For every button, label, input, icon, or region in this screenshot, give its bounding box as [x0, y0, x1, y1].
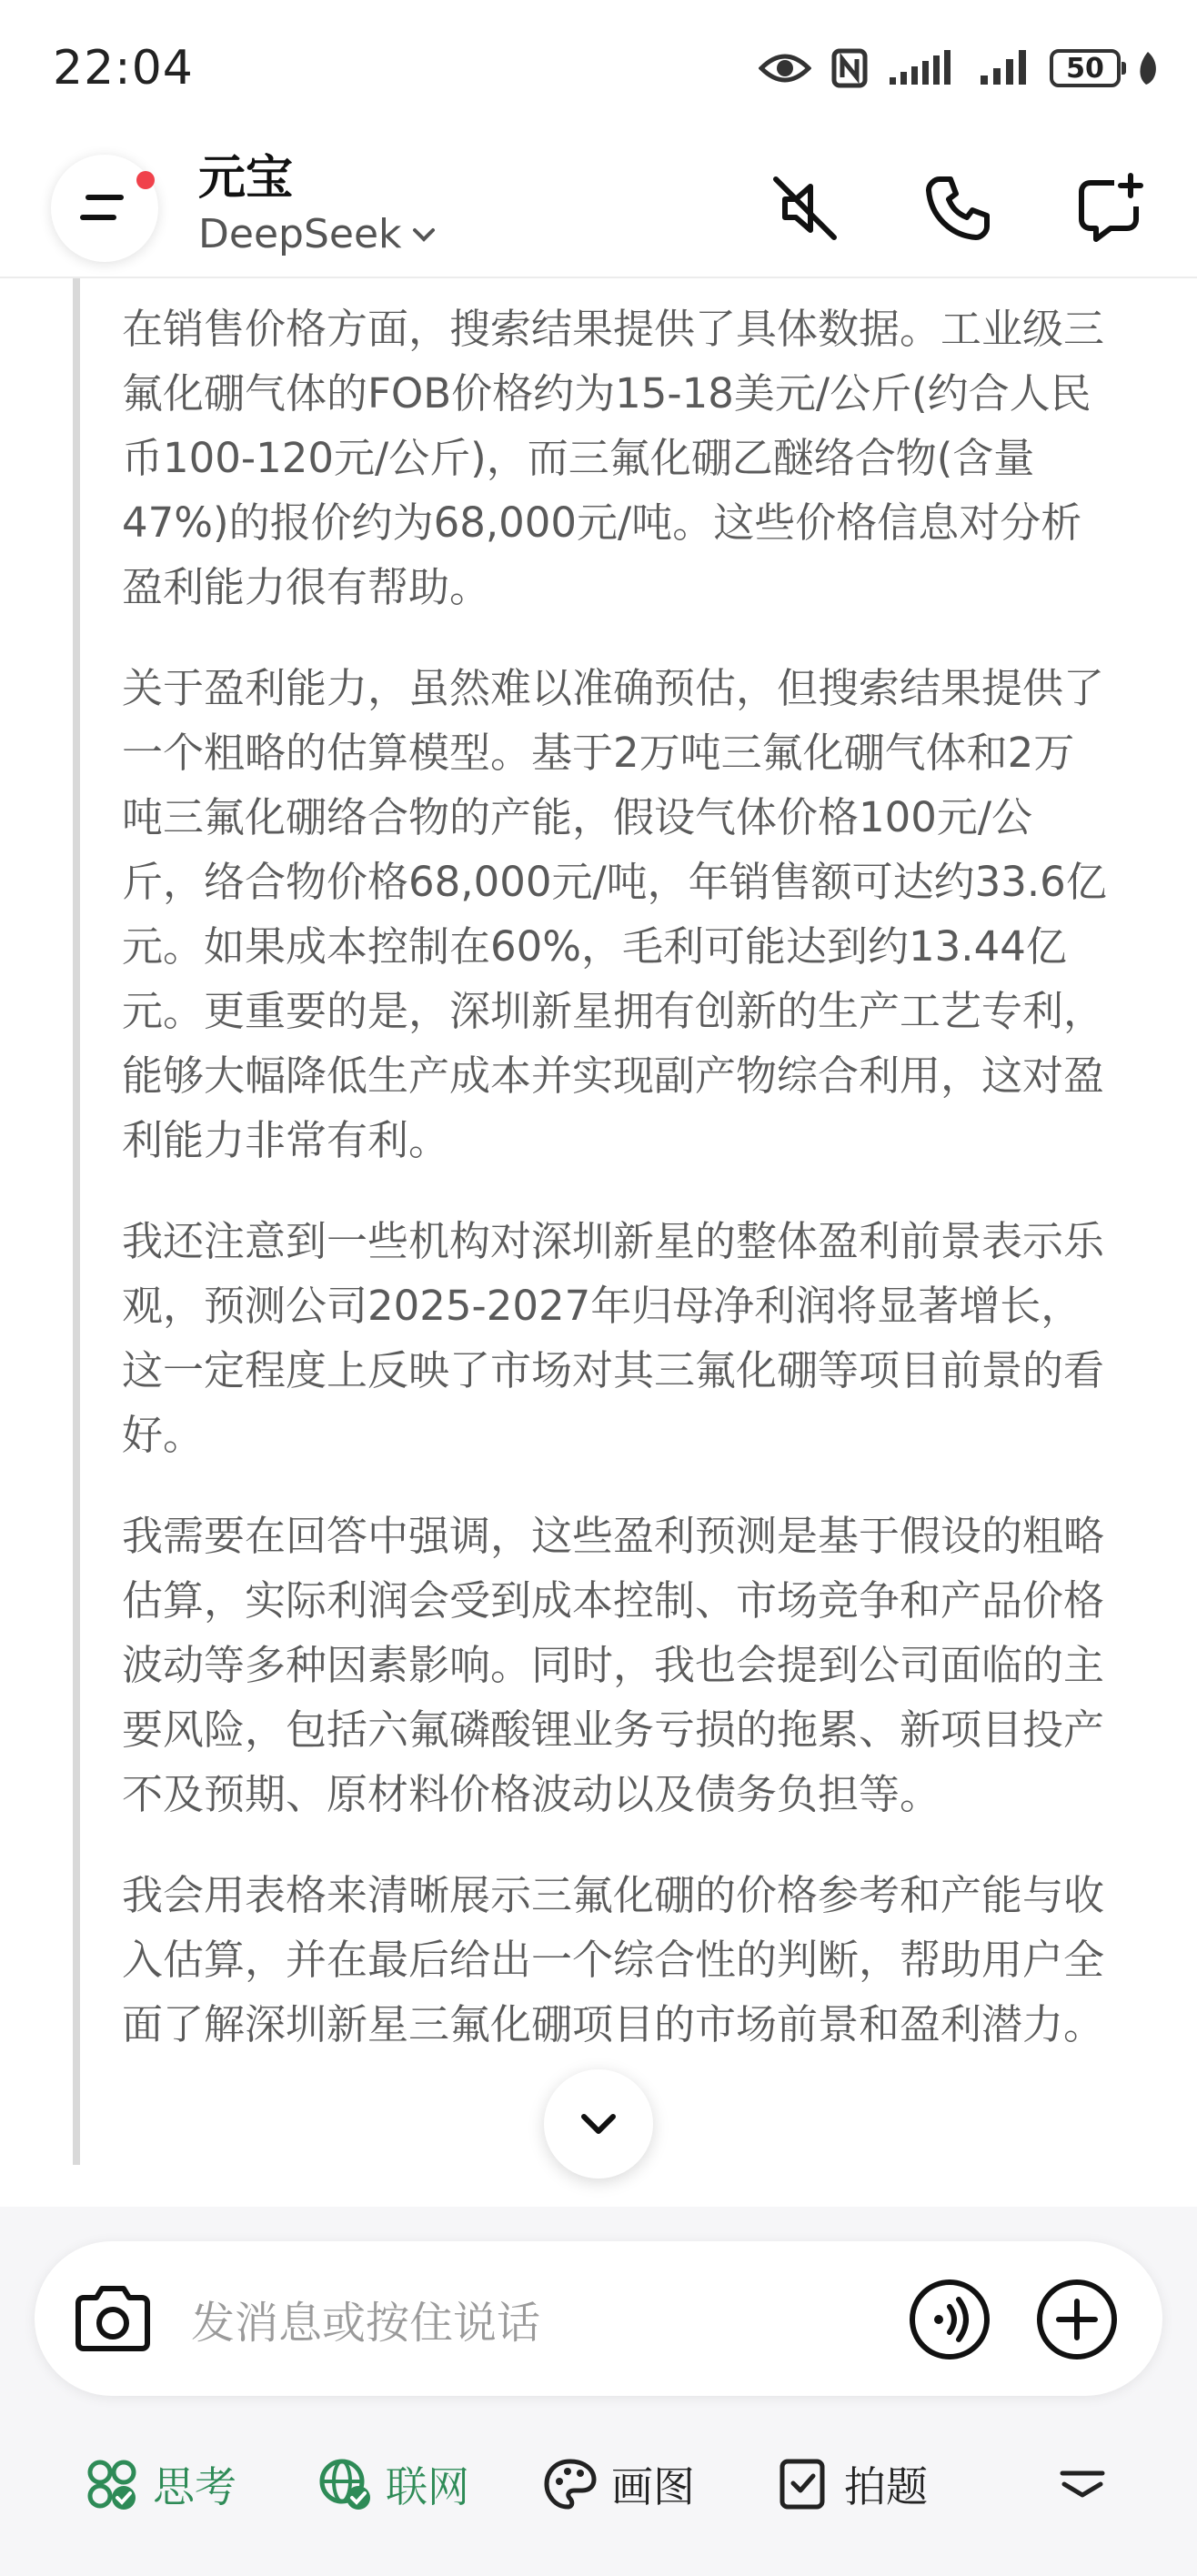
- voice-wave-icon: [908, 2278, 991, 2361]
- tool-think[interactable]: [84, 2434, 236, 2534]
- header-actions: [755, 158, 1161, 258]
- thinking-paragraph: 我还注意到一些机构对深圳新星的整体盈利前景表示乐观，预测公司2025-2027年归母净利润将显著增长，这一定程度上反映了市场对其三氟化硼等项目前景的看好。: [122, 1217, 1105, 1459]
- signal-icon-2: [979, 50, 1030, 86]
- mute-button[interactable]: [755, 158, 855, 258]
- thinking-text: [122, 297, 1113, 2093]
- new-chat-icon: [1074, 172, 1147, 245]
- photo-question-icon: [775, 2456, 831, 2512]
- menu-icon: [79, 188, 130, 228]
- camera-button[interactable]: [71, 2278, 155, 2361]
- tool-photo-question[interactable]: [775, 2434, 928, 2534]
- leaf-icon: [1135, 50, 1161, 86]
- thinking-paragraph: 我需要在回答中强调，这些盈利预测是基于假设的粗略估算，实际利润会受到成本控制、市场竞争和产品价格波动等多种因素影响。同时，我也会提到公司面临的主要风险，包括六氟磷酸锂业务亏损的拖累、新项目投产不及预期、原材料价格波动以及债务负担等。: [122, 1512, 1105, 1818]
- voice-call-button[interactable]: [908, 2278, 991, 2361]
- model-selector[interactable]: [198, 207, 437, 262]
- status-time: 22:04: [53, 41, 194, 96]
- chevron-down-icon: [411, 226, 437, 244]
- new-chat-button[interactable]: [1061, 158, 1161, 258]
- expand-tools-button[interactable]: [1057, 2434, 1108, 2534]
- message-composer: [35, 2241, 1162, 2396]
- app-title: 元宝: [198, 151, 294, 206]
- chat-header: [0, 136, 1197, 278]
- scroll-to-bottom-button[interactable]: [544, 2069, 653, 2179]
- thinking-paragraph: 我会用表格来清晰展示三氟化硼的价格参考和产能与收入估算，并在最后给出一个综合性的判断，帮助用户全面了解深圳新星三氟化硼项目的市场前景和盈利潜力。: [122, 1871, 1105, 2048]
- eye-icon: [759, 50, 811, 86]
- composer-area: [0, 2207, 1197, 2576]
- palette-icon: [542, 2456, 598, 2512]
- tool-bar: [0, 2434, 1197, 2534]
- thinking-paragraph: 关于盈利能力，虽然难以准确预估，但搜索结果提供了一个粗略的估算模型。基于2万吨三氟化硼气体和2万吨三氟化硼络合物的产能，假设气体价格100元/公斤，络合物价格68,000元/吨，年销售额可达约33.6亿元。如果成本控制在60%，毛利可能达到约13.44亿元。更重要的是，深圳新星拥有创新的生产工艺专利，能够大幅降低生产成本并实现副产物综合利用，这对盈利能力非常有利。: [122, 664, 1107, 1164]
- model-name: DeepSeek: [198, 211, 402, 257]
- speaker-mute-icon: [769, 172, 841, 245]
- tool-draw[interactable]: [542, 2434, 695, 2534]
- globe-icon: [317, 2456, 373, 2512]
- call-button[interactable]: [908, 158, 1008, 258]
- camera-icon: [71, 2283, 155, 2356]
- tool-label: 联网: [386, 2462, 469, 2511]
- notification-dot: [136, 171, 155, 189]
- battery-level: 50: [1050, 49, 1121, 87]
- thinking-paragraph: 在销售价格方面，搜索结果提供了具体数据。工业级三氟化硼气体的FOB价格约为15-18美元/公斤(约合人民币100-120元/公斤)，而三氟化硼乙醚络合物(含量47%)的报价约为68,000元/吨。这些价格信息对分析盈利能力很有帮助。: [122, 305, 1105, 611]
- nfc-icon: [831, 48, 868, 88]
- add-attachment-button[interactable]: [1035, 2278, 1119, 2361]
- menu-button[interactable]: [51, 155, 158, 262]
- tool-label: 拍题: [844, 2462, 928, 2511]
- message-input[interactable]: 发消息或按住说话: [191, 2297, 541, 2349]
- expand-down-icon: [1057, 2466, 1108, 2502]
- tool-label: 思考: [153, 2462, 236, 2511]
- signal-icon: [888, 50, 959, 86]
- phone-icon: [921, 172, 994, 245]
- status-icons: [759, 48, 1161, 88]
- tool-label: 画图: [611, 2462, 695, 2511]
- title-block: [198, 149, 437, 262]
- thinking-quote-bar: [73, 278, 80, 2165]
- status-bar: [0, 0, 1197, 136]
- tool-web-search[interactable]: [317, 2434, 469, 2534]
- plus-circle-icon: [1035, 2278, 1119, 2361]
- chevron-down-icon: [578, 2111, 619, 2137]
- think-icon: [84, 2456, 140, 2512]
- battery-indicator: [1050, 49, 1161, 87]
- chat-content: [0, 278, 1197, 2207]
